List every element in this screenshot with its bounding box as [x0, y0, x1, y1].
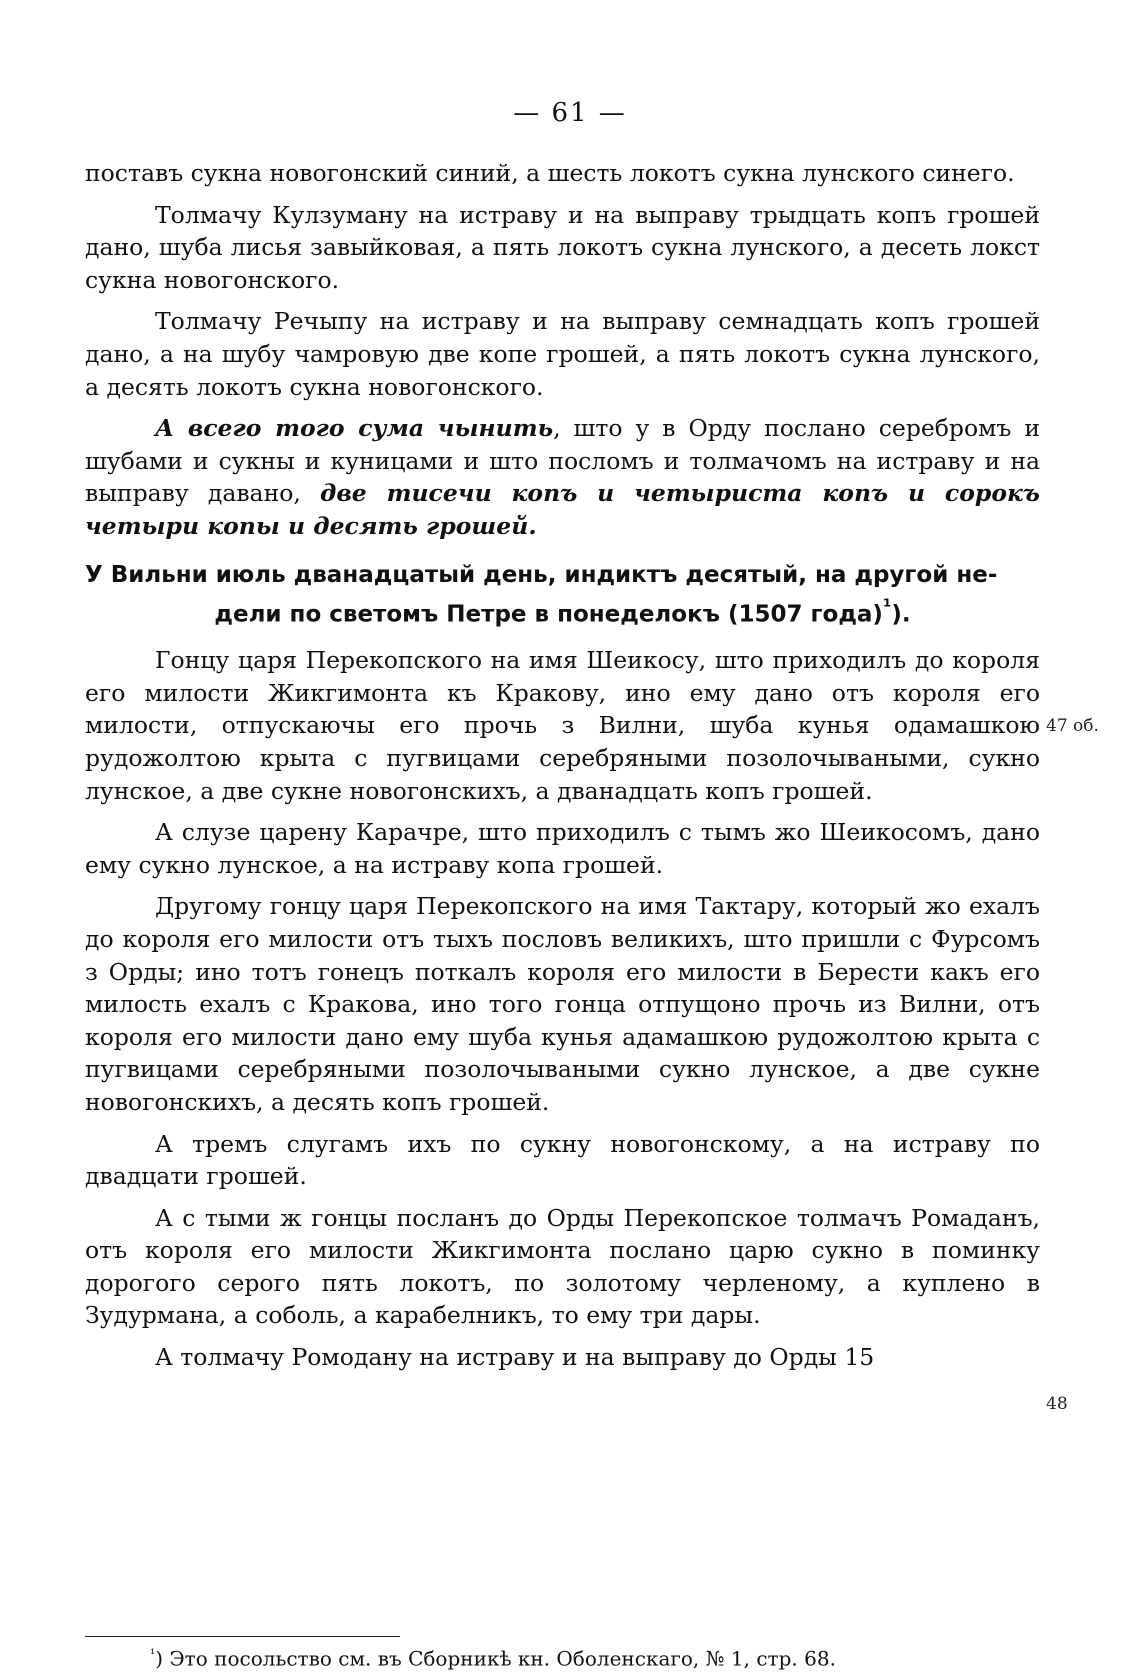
heading-line-1: У Вильни июль дванадцатый день, индиктъ десятый, на другой не-: [85, 561, 998, 588]
italic-total-amount: две тисечи копъ и четыриста копъ и сорокъ четыри копы и десять грошей.: [85, 479, 1040, 540]
paragraph-7: Другому гонцу царя Перекопского на имя Тактару, который жо ехалъ до короля его милости отъ тыхъ пословъ великихъ, што пришли с Фурсомъ з Орды; ино тотъ гонецъ поткалъ короля его милости в Берести какъ его милость ехалъ с Кракова, ино того гонца отпущоно прочь из Вилни, отъ короля его милости дано ему шуба кунья адамашкою рудожолтою крыта с пугвицами серебряными позолочываными сукно лунское, а две сукне новогонскихъ, а десять копъ грошей.: [85, 892, 1040, 1116]
paragraph-9: А с тыми ж гонцы посланъ до Орды Перекопское толмачъ Ромаданъ, отъ короля его милости Жикгимонта послано царю сукно в поминку дорогого серого пять локотъ, по золотому черленому, а куплено в Зудурмана, а соболь, а карабелникъ, то ему три дары.: [85, 1203, 1040, 1330]
section-heading: [85, 559, 1040, 631]
footnote-text: ) Это посольство см. въ Сборникѣ кн. Оболенскаго, № 1, стр. 68.: [155, 1646, 836, 1671]
paragraph-8: А тремъ слугамъ ихъ по сукну новогонскому, а на истраву по двадцати грошей.: [85, 1129, 1040, 1191]
paragraph-3: Толмачу Речыпу на истраву и на выправу семнадцать копъ грошей дано, а на шубу чамровую две копе грошей, а пять локотъ сукна лунского, а десять локотъ сукна новогонского.: [85, 307, 1040, 401]
paragraph-1: поставъ сукна новогонский синий, а шесть локотъ сукна лунского синего.: [85, 159, 1015, 187]
paragraph-4: [85, 412, 1040, 542]
paragraph-6: А слузе царену Карачре, што приходилъ с тымъ жо Шеикосомъ, дано ему сукно лунское, а на истраву копа грошей.: [85, 818, 1040, 879]
paragraph-10: А толмачу Ромодану на истраву и на выправу до Орды 15: [155, 1343, 875, 1372]
margin-note-48: 48: [1046, 1394, 1068, 1414]
page-number: — 61 —: [513, 98, 627, 128]
paragraph-4-text: , што у в Орду послано серебромъ и шубами и сукны и куницами и што посломъ и толмачомъ на истраву и на выправу давано,: [85, 414, 1040, 508]
heading-line-2: [85, 591, 1040, 631]
margin-note-47: 47 об.: [1046, 716, 1099, 736]
heading-line-2-text: дели по светомъ Петре в понеделокъ (1507 года): [214, 601, 883, 628]
body-text-upper: [85, 157, 1040, 1374]
footnote-divider: [85, 1636, 400, 1637]
paragraph-2: Толмачу Кулзуману на истраву и на выправу трыдцать копъ грошей дано, шуба лисья завыйковая, а пять локотъ сукна лунского, а десеть локст сукна новогонского.: [85, 200, 1040, 294]
paragraph-5: Гонцу царя Перекопского на имя Шеикосу, што приходилъ до короля его милости Жикгимонта къ Кракову, ино ему дано отъ короля его милости, отпускаючы его прочь з Вилни, шуба кунья одамашкою рудожолтою крыта с пугвицами серебряными позолочываными, сукно лунское, а две сукне новогонскихъ, а дванадцать копъ грошей.: [85, 646, 1040, 805]
footnote: [150, 1642, 1040, 1672]
footnote-reference[interactable]: ¹: [882, 594, 892, 618]
italic-sum-phrase: А всего того сума чынить: [155, 414, 554, 443]
footnote-mark: ¹: [150, 1647, 156, 1662]
heading-line-2-close: ).: [891, 601, 911, 628]
